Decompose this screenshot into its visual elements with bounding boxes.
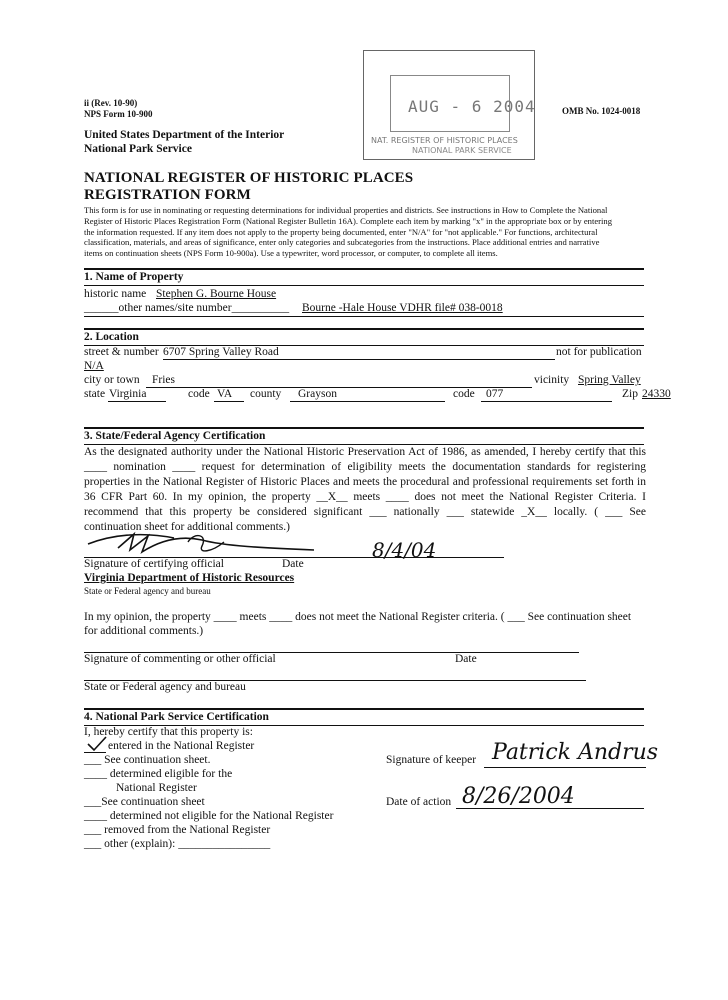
certification-paragraph bbox=[84, 445, 646, 535]
section1-heading: 1. Name of Property bbox=[84, 271, 184, 283]
section-rule bbox=[84, 285, 644, 286]
instructions bbox=[84, 205, 646, 259]
form-title-line2: REGISTRATION FORM bbox=[84, 187, 251, 203]
section-rule bbox=[84, 708, 644, 710]
stamp-date: AUG - 6 2004 bbox=[408, 97, 536, 116]
comment-date-label: Date bbox=[455, 653, 477, 665]
state-underline bbox=[108, 401, 166, 402]
section-rule bbox=[84, 268, 644, 270]
certification-line: recommend that this property be considered significant ___ nationally ___ statewide _X__ locally. ( ___ See bbox=[84, 506, 646, 518]
section4-heading: 4. National Park Service Certification bbox=[84, 711, 269, 723]
keeper-certify-intro: I, hereby certify that this property is: bbox=[84, 726, 253, 738]
other-names-label: ______other names/site number__________ bbox=[84, 302, 290, 314]
city-label: city or town bbox=[84, 374, 140, 386]
not-for-publication-value: N/A bbox=[84, 360, 104, 372]
other-names-value: Bourne -Hale House VDHR file# 038-0018 bbox=[302, 302, 503, 314]
state-label: state bbox=[84, 388, 106, 400]
county-underline bbox=[290, 401, 445, 402]
city-value: Fries bbox=[152, 374, 175, 386]
action-date-value: 8/26/2004 bbox=[462, 784, 575, 809]
state-value: Virginia bbox=[109, 388, 147, 400]
stamp-line1: NAT. REGISTER OF HISTORIC PLACES bbox=[371, 136, 518, 145]
status-item: ___ See continuation sheet. bbox=[84, 754, 211, 766]
checkbox-line bbox=[84, 752, 106, 753]
status-not-eligible: determined not eligible for the National Register bbox=[109, 810, 334, 822]
street-value: 6707 Spring Valley Road bbox=[163, 346, 279, 358]
stamp-line2: NATIONAL PARK SERVICE bbox=[412, 146, 512, 155]
not-for-publication-label: not for publication bbox=[556, 346, 642, 358]
street-underline bbox=[163, 359, 555, 360]
section-rule bbox=[84, 316, 644, 317]
form-title-line1: NATIONAL REGISTER OF HISTORIC PLACES bbox=[84, 170, 414, 186]
instructions-line: classification, materials, and areas of significance, enter only categories and subcategories from the instructions. Place additional entries and narrative bbox=[84, 237, 600, 248]
instructions-line: Register of Historic Places Registration Form (National Register Bulletin 16A). Complete each item by marking "x" in the appropriate box or by entering bbox=[84, 215, 613, 226]
comment-agency-label: State or Federal agency and bureau bbox=[84, 681, 246, 693]
instructions-line: the information requested. If any item does not apply to the property being documented, enter "N/A" for "not applicable." For functions, architectural bbox=[84, 226, 598, 237]
certification-line: properties in the National Register of Historic Places and meets the procedural and professional requirements set forth in bbox=[84, 476, 646, 488]
section-rule bbox=[84, 328, 644, 330]
historic-name-value: Stephen G. Bourne House bbox=[156, 288, 277, 300]
street-label: street & number bbox=[84, 346, 159, 358]
keeper-signature: Patrick Andrus bbox=[492, 740, 659, 765]
status-continuation: See continuation sheet. bbox=[104, 754, 211, 766]
county-label: county bbox=[250, 388, 282, 400]
status-continuation-2: See continuation sheet bbox=[101, 796, 205, 808]
opinion-line2: for additional comments.) bbox=[84, 625, 204, 637]
section2-heading: 2. Location bbox=[84, 331, 139, 343]
certifying-signature bbox=[84, 528, 324, 558]
status-eligible-cont: National Register bbox=[116, 782, 197, 794]
county-code-underline bbox=[481, 401, 612, 402]
county-code-value: 077 bbox=[486, 388, 504, 400]
historic-name-label: historic name bbox=[84, 288, 147, 300]
agency-value: Virginia Department of Historic Resources bbox=[84, 572, 295, 584]
status-item: ___ removed from the National Register bbox=[84, 824, 271, 836]
certifying-date-label: Date bbox=[282, 558, 304, 570]
agency-label: State or Federal agency and bureau bbox=[84, 586, 211, 596]
vicinity-value: Spring Valley bbox=[578, 374, 641, 386]
form-revision: ii (Rev. 10-90) bbox=[84, 98, 138, 108]
status-entered: entered in the National Register bbox=[108, 740, 255, 752]
action-date-label: Date of action bbox=[386, 796, 452, 808]
certification-line: ____ nomination ____ request for determination of eligibility meets the documentation standards for registering bbox=[84, 461, 646, 473]
status-removed: removed from the National Register bbox=[104, 824, 271, 836]
comment-signature-label: Signature of commenting or other official bbox=[84, 653, 276, 665]
status-item: ____ determined not eligible for the National Register bbox=[84, 810, 334, 822]
department-name: United States Department of the Interior bbox=[84, 129, 285, 141]
section-rule bbox=[84, 427, 644, 429]
checkmark-icon bbox=[86, 736, 108, 752]
status-other: other (explain): bbox=[104, 838, 176, 850]
status-item: ____ determined eligible for the bbox=[84, 768, 233, 780]
certification-line: As the designated authority under the National Historic Preservation Act of 1986, as amended, I hereby certify that this bbox=[84, 446, 646, 458]
certification-line: 36 CFR Part 60. In my opinion, the property __X__ meets ____ does not meet the National Register Criteria. I bbox=[84, 491, 646, 503]
certifying-signature-label: Signature of certifying official bbox=[84, 558, 224, 570]
code-underline bbox=[214, 401, 244, 402]
agency-name: National Park Service bbox=[84, 143, 192, 155]
status-eligible: determined eligible for the bbox=[109, 768, 233, 780]
status-item: ___ other (explain): ________________ bbox=[84, 838, 271, 850]
certification-line: continuation sheet for additional comments.) bbox=[84, 521, 290, 533]
instructions-line: This form is for use in nominating or requesting determinations for individual properties and districts. See instructions in How to Complete the National bbox=[84, 205, 608, 215]
form-number: NPS Form 10-900 bbox=[84, 109, 153, 119]
section3-heading: 3. State/Federal Agency Certification bbox=[84, 430, 266, 442]
status-item: ___See continuation sheet bbox=[84, 796, 205, 808]
opinion-line1: In my opinion, the property ____ meets ____ does not meet the National Register criteria. ( ___ See continuation sheet bbox=[84, 611, 632, 623]
other-names-text: other names/site number bbox=[118, 302, 232, 314]
certifying-date-value: 8/4/04 bbox=[372, 538, 437, 562]
county-value: Grayson bbox=[298, 388, 337, 400]
code-value: VA bbox=[217, 388, 233, 400]
keeper-signature-label: Signature of keeper bbox=[386, 754, 477, 766]
vicinity-label: vicinity bbox=[534, 374, 570, 386]
keeper-signature-line bbox=[484, 767, 646, 768]
county-code-label: code bbox=[453, 388, 475, 400]
zip-label: Zip bbox=[622, 388, 638, 400]
instructions-line: items on continuation sheets (NPS Form 10-900a). Use a typewriter, word processor, or computer, to complete all items. bbox=[84, 248, 498, 259]
zip-value: 24330 bbox=[642, 388, 671, 400]
omb-number: OMB No. 1024-0018 bbox=[562, 106, 641, 116]
code-label: code bbox=[188, 388, 210, 400]
